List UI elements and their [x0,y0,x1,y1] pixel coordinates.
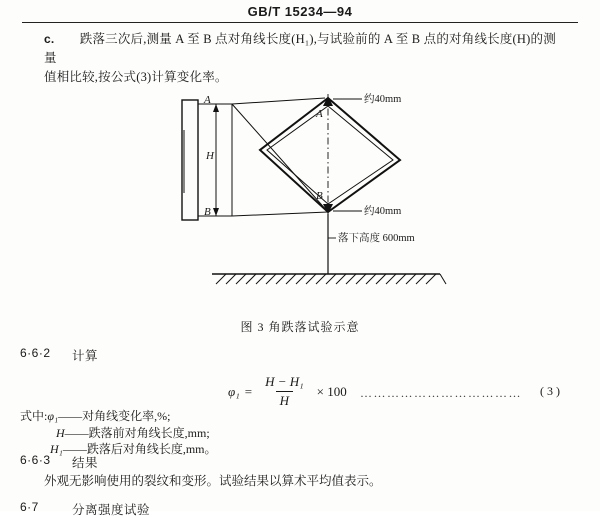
where-row-2: H₁——跌落后对角线长度,mm。 [50,442,217,456]
formula-block [0,374,600,410]
section-663-text: 外观无影响使用的裂纹和变形。试验结果以算术平均值表示。 [44,474,382,488]
where-row-1: H——跌落前对角线长度,mm; [56,425,210,440]
formula-fraction [261,374,308,409]
where-symbol-1: H [56,425,65,440]
section-663-title: 结果 [72,456,99,470]
section-67-number: 6·7 [20,500,39,514]
figure-label-box-B: B [316,190,323,202]
figure-dim-top: 约40mm [364,94,402,105]
formula-denominator: H [276,391,293,409]
figure-corner-drop-test [150,88,480,303]
where-desc-1: 跌落前对角线长度,mm; [88,425,210,440]
figure-label-box-A: A [316,108,323,120]
paragraph-c [44,30,564,87]
figure-drop-height-label: 落下高度 600mm [338,233,415,244]
formula-multiplier: × 100 [316,383,347,399]
formula-leader-dots: ……………………………… [360,386,522,400]
where-desc-2: 跌落后对角线长度,mm。 [86,442,217,456]
figure-label-left-A: A [204,94,211,106]
formula-equals: = [244,383,253,399]
where-desc-0: 对角线变化率,%; [82,409,171,423]
section-663-number: 6·6·3 [20,453,51,467]
where-intro: 式中: [20,409,48,423]
formula-number: ( 3 ) [540,384,560,398]
formula-numerator: H − H₁ [265,374,304,389]
where-row-0: 式中:φ₁——对角线变化率,%; [20,409,171,423]
where-symbol-2: H₁ [50,442,63,456]
paragraph-c-line2: 值相比较,按公式(3)计算变化率。 [44,70,228,84]
where-symbol-0: φ₁ [47,409,59,423]
figure-dim-bottom: 约40mm [364,206,402,217]
figure-caption: 图 3 角跌落试验示意 [240,320,360,334]
section-662-number: 6·6·2 [20,346,51,360]
header-divider [22,22,578,23]
figure-label-left-B: B [204,206,211,218]
formula-where-list [20,408,217,458]
paragraph-c-line1: 跌落三次后,测量 A 至 B 点对角线长度(H₁),与试验前的 A 至 B 点的对角线长度(H)的测量 [44,32,556,65]
formula-expression [228,374,347,409]
paragraph-c-label: c. [44,32,55,46]
section-662-title: 计算 [72,349,99,363]
page-header: GB/T 15234—94 [247,4,353,19]
formula-lhs: φ₁ [228,383,240,399]
figure-label-H: H [206,150,214,162]
figure-drawing [150,88,480,303]
section-67-title: 分离强度试验 [72,503,151,517]
